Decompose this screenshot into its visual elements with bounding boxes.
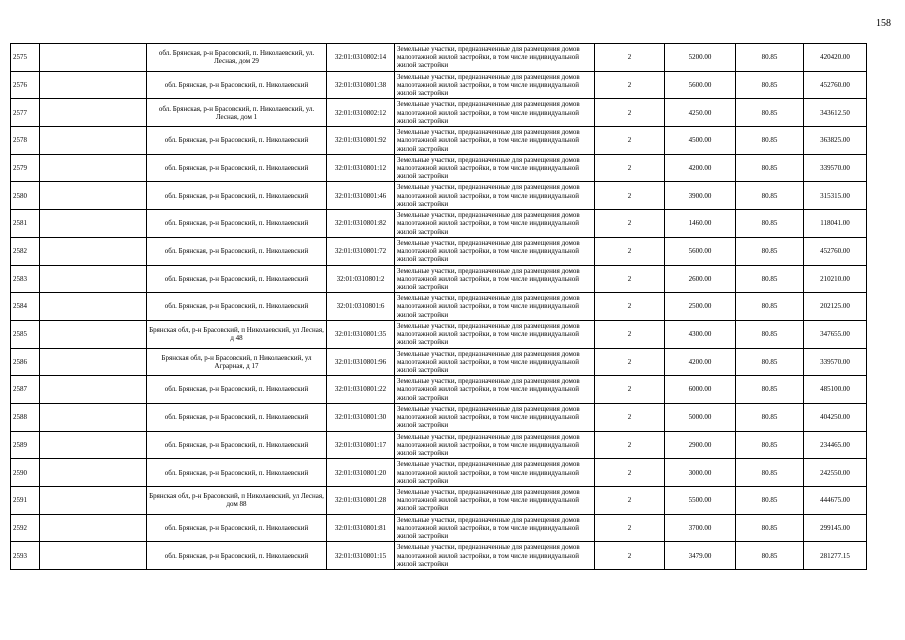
land-use-cell: Земельные участки, предназначенные для размещения домов малоэтажной жилой застройки, в том числе индивидуальной жилой застройки: [395, 154, 595, 182]
land-use-cell: Земельные участки, предназначенные для размещения домов малоэтажной жилой застройки, в том числе индивидуальной жилой застройки: [395, 348, 595, 376]
table-row: [11, 99, 867, 127]
area-cell: 5600.00: [665, 237, 736, 265]
land-use-cell: Земельные участки, предназначенные для размещения домов малоэтажной жилой застройки, в том числе индивидуальной жилой застройки: [395, 71, 595, 99]
cadastral-number-cell: 32:01:0310802:14: [327, 44, 395, 72]
row-number: 2585: [11, 320, 40, 348]
table-row: [11, 182, 867, 210]
cadastral-value-cell: 339570.00: [804, 154, 867, 182]
category-code-cell: 2: [595, 431, 665, 459]
rate-cell: 80.85: [736, 320, 804, 348]
rate-cell: 80.85: [736, 210, 804, 238]
land-use-cell: Земельные участки, предназначенные для размещения домов малоэтажной жилой застройки, в том числе индивидуальной жилой застройки: [395, 293, 595, 321]
area-cell: 5600.00: [665, 71, 736, 99]
cadastral-number-cell: 32:01:0310801:38: [327, 71, 395, 99]
empty-cell: [40, 182, 147, 210]
cadastral-value-cell: 299145.00: [804, 514, 867, 542]
address-cell: обл. Брянская, р-н Брасовский, п. Николаевский: [147, 237, 327, 265]
category-code-cell: 2: [595, 403, 665, 431]
land-use-cell: Земельные участки, предназначенные для размещения домов малоэтажной жилой застройки, в том числе индивидуальной жилой застройки: [395, 210, 595, 238]
row-number: 2593: [11, 542, 40, 570]
address-cell: обл. Брянская, р-н Брасовский, п. Николаевский: [147, 154, 327, 182]
cadastral-number-cell: 32:01:0310801:2: [327, 265, 395, 293]
cadastral-number-cell: 32:01:0310801:72: [327, 237, 395, 265]
address-cell: обл. Брянская, р-н Брасовский, п. Николаевский: [147, 403, 327, 431]
rate-cell: 80.85: [736, 99, 804, 127]
rate-cell: 80.85: [736, 542, 804, 570]
rate-cell: 80.85: [736, 431, 804, 459]
table-row: [11, 459, 867, 487]
empty-cell: [40, 237, 147, 265]
category-code-cell: 2: [595, 348, 665, 376]
land-use-cell: Земельные участки, предназначенные для размещения домов малоэтажной жилой застройки, в том числе индивидуальной жилой застройки: [395, 514, 595, 542]
category-code-cell: 2: [595, 265, 665, 293]
cadastral-value-cell: 343612.50: [804, 99, 867, 127]
cadastral-value-cell: 281277.15: [804, 542, 867, 570]
rate-cell: 80.85: [736, 71, 804, 99]
area-cell: 4250.00: [665, 99, 736, 127]
address-cell: обл. Брянская, р-н Брасовский, п. Николаевский: [147, 182, 327, 210]
cadastral-value-cell: 452760.00: [804, 71, 867, 99]
land-use-cell: Земельные участки, предназначенные для размещения домов малоэтажной жилой застройки, в том числе индивидуальной жилой застройки: [395, 320, 595, 348]
table-row: [11, 403, 867, 431]
empty-cell: [40, 154, 147, 182]
cadastral-number-cell: 32:01:0310801:81: [327, 514, 395, 542]
land-use-cell: Земельные участки, предназначенные для размещения домов малоэтажной жилой застройки, в том числе индивидуальной жилой застройки: [395, 44, 595, 72]
cadastral-number-cell: 32:01:0310801:46: [327, 182, 395, 210]
land-use-cell: Земельные участки, предназначенные для размещения домов малоэтажной жилой застройки, в том числе индивидуальной жилой застройки: [395, 182, 595, 210]
table-row: [11, 237, 867, 265]
area-cell: 4200.00: [665, 154, 736, 182]
address-cell: Брянская обл, р-н Брасовский, п Николаевский, ул Лесная, д 48: [147, 320, 327, 348]
address-cell: обл. Брянская, р-н Брасовский, п. Николаевский, ул. Лесная, дом 29: [147, 44, 327, 72]
row-number: 2584: [11, 293, 40, 321]
rate-cell: 80.85: [736, 182, 804, 210]
table-row: [11, 71, 867, 99]
area-cell: 5500.00: [665, 487, 736, 515]
row-number: 2582: [11, 237, 40, 265]
land-use-cell: Земельные участки, предназначенные для размещения домов малоэтажной жилой застройки, в том числе индивидуальной жилой застройки: [395, 487, 595, 515]
empty-cell: [40, 542, 147, 570]
cadastral-value-cell: 210210.00: [804, 265, 867, 293]
cadastral-value-cell: 234465.00: [804, 431, 867, 459]
address-cell: обл. Брянская, р-н Брасовский, п. Николаевский: [147, 542, 327, 570]
table-row: [11, 265, 867, 293]
rate-cell: 80.85: [736, 127, 804, 155]
rate-cell: 80.85: [736, 487, 804, 515]
cadastral-value-cell: 202125.00: [804, 293, 867, 321]
row-number: 2576: [11, 71, 40, 99]
empty-cell: [40, 265, 147, 293]
category-code-cell: 2: [595, 210, 665, 238]
category-code-cell: 2: [595, 127, 665, 155]
area-cell: 2500.00: [665, 293, 736, 321]
cadastral-number-cell: 32:01:0310801:82: [327, 210, 395, 238]
land-use-cell: Земельные участки, предназначенные для размещения домов малоэтажной жилой застройки, в том числе индивидуальной жилой застройки: [395, 127, 595, 155]
row-number: 2580: [11, 182, 40, 210]
table-row: [11, 431, 867, 459]
cadastral-number-cell: 32:01:0310801:12: [327, 154, 395, 182]
cadastral-value-cell: 339570.00: [804, 348, 867, 376]
address-cell: обл. Брянская, р-н Брасовский, п. Николаевский: [147, 293, 327, 321]
category-code-cell: 2: [595, 293, 665, 321]
empty-cell: [40, 487, 147, 515]
row-number: 2581: [11, 210, 40, 238]
table-row: [11, 542, 867, 570]
land-use-cell: Земельные участки, предназначенные для размещения домов малоэтажной жилой застройки, в том числе индивидуальной жилой застройки: [395, 237, 595, 265]
table-row: [11, 320, 867, 348]
table-row: [11, 348, 867, 376]
land-use-cell: Земельные участки, предназначенные для размещения домов малоэтажной жилой застройки, в том числе индивидуальной жилой застройки: [395, 459, 595, 487]
row-number: 2583: [11, 265, 40, 293]
address-cell: Брянская обл, р-н Брасовский, п Николаевский, ул Лесная, дом 88: [147, 487, 327, 515]
address-cell: обл. Брянская, р-н Брасовский, п. Николаевский: [147, 431, 327, 459]
area-cell: 4300.00: [665, 320, 736, 348]
land-use-cell: Земельные участки, предназначенные для размещения домов малоэтажной жилой застройки, в том числе индивидуальной жилой застройки: [395, 403, 595, 431]
row-number: 2575: [11, 44, 40, 72]
cadastral-value-cell: 404250.00: [804, 403, 867, 431]
cadastral-value-cell: 242550.00: [804, 459, 867, 487]
empty-cell: [40, 99, 147, 127]
empty-cell: [40, 71, 147, 99]
category-code-cell: 2: [595, 44, 665, 72]
empty-cell: [40, 293, 147, 321]
area-cell: 1460.00: [665, 210, 736, 238]
cadastral-value-cell: 420420.00: [804, 44, 867, 72]
area-cell: 3900.00: [665, 182, 736, 210]
address-cell: обл. Брянская, р-н Брасовский, п. Николаевский: [147, 71, 327, 99]
address-cell: обл. Брянская, р-н Брасовский, п. Николаевский: [147, 127, 327, 155]
cadastral-number-cell: 32:01:0310801:6: [327, 293, 395, 321]
cadastral-number-cell: 32:01:0310801:15: [327, 542, 395, 570]
cadastral-number-cell: 32:01:0310801:28: [327, 487, 395, 515]
table-row: [11, 293, 867, 321]
table-row: [11, 44, 867, 72]
land-use-cell: Земельные участки, предназначенные для размещения домов малоэтажной жилой застройки, в том числе индивидуальной жилой застройки: [395, 542, 595, 570]
area-cell: 5200.00: [665, 44, 736, 72]
category-code-cell: 2: [595, 459, 665, 487]
category-code-cell: 2: [595, 71, 665, 99]
category-code-cell: 2: [595, 514, 665, 542]
cadastral-value-cell: 118041.00: [804, 210, 867, 238]
category-code-cell: 2: [595, 99, 665, 127]
cadastral-number-cell: 32:01:0310802:12: [327, 99, 395, 127]
rate-cell: 80.85: [736, 265, 804, 293]
area-cell: 3700.00: [665, 514, 736, 542]
empty-cell: [40, 431, 147, 459]
row-number: 2586: [11, 348, 40, 376]
empty-cell: [40, 210, 147, 238]
table-row: [11, 154, 867, 182]
row-number: 2592: [11, 514, 40, 542]
land-plots-table: [10, 43, 867, 570]
area-cell: 4500.00: [665, 127, 736, 155]
category-code-cell: 2: [595, 154, 665, 182]
empty-cell: [40, 348, 147, 376]
land-use-cell: Земельные участки, предназначенные для размещения домов малоэтажной жилой застройки, в том числе индивидуальной жилой застройки: [395, 265, 595, 293]
address-cell: обл. Брянская, р-н Брасовский, п. Николаевский: [147, 265, 327, 293]
row-number: 2587: [11, 376, 40, 404]
rate-cell: 80.85: [736, 154, 804, 182]
cadastral-number-cell: 32:01:0310801:96: [327, 348, 395, 376]
page-number: 158: [876, 18, 891, 29]
category-code-cell: 2: [595, 237, 665, 265]
rate-cell: 80.85: [736, 459, 804, 487]
area-cell: 2900.00: [665, 431, 736, 459]
address-cell: обл. Брянская, р-н Брасовский, п. Николаевский: [147, 514, 327, 542]
rate-cell: 80.85: [736, 403, 804, 431]
row-number: 2589: [11, 431, 40, 459]
row-number: 2578: [11, 127, 40, 155]
area-cell: 4200.00: [665, 348, 736, 376]
area-cell: 3479.00: [665, 542, 736, 570]
table-row: [11, 376, 867, 404]
cadastral-value-cell: 444675.00: [804, 487, 867, 515]
table-row: [11, 210, 867, 238]
row-number: 2579: [11, 154, 40, 182]
cadastral-value-cell: 363825.00: [804, 127, 867, 155]
address-cell: обл. Брянская, р-н Брасовский, п. Николаевский: [147, 376, 327, 404]
area-cell: 5000.00: [665, 403, 736, 431]
row-number: 2591: [11, 487, 40, 515]
rate-cell: 80.85: [736, 293, 804, 321]
table-body: [11, 44, 867, 570]
cadastral-number-cell: 32:01:0310801:92: [327, 127, 395, 155]
row-number: 2588: [11, 403, 40, 431]
cadastral-number-cell: 32:01:0310801:35: [327, 320, 395, 348]
rate-cell: 80.85: [736, 44, 804, 72]
area-cell: 6000.00: [665, 376, 736, 404]
rate-cell: 80.85: [736, 348, 804, 376]
address-cell: обл. Брянская, р-н Брасовский, п. Николаевский: [147, 459, 327, 487]
table-row: [11, 127, 867, 155]
address-cell: обл. Брянская, р-н Брасовский, п. Николаевский, ул. Лесная, дом 1: [147, 99, 327, 127]
cadastral-number-cell: 32:01:0310801:22: [327, 376, 395, 404]
area-cell: 2600.00: [665, 265, 736, 293]
category-code-cell: 2: [595, 542, 665, 570]
empty-cell: [40, 514, 147, 542]
address-cell: обл. Брянская, р-н Брасовский, п. Николаевский: [147, 210, 327, 238]
empty-cell: [40, 127, 147, 155]
address-cell: Брянская обл, р-н Брасовский, п Николаевский, ул Аграрная, д 17: [147, 348, 327, 376]
row-number: 2590: [11, 459, 40, 487]
category-code-cell: 2: [595, 487, 665, 515]
land-use-cell: Земельные участки, предназначенные для размещения домов малоэтажной жилой застройки, в том числе индивидуальной жилой застройки: [395, 99, 595, 127]
cadastral-number-cell: 32:01:0310801:17: [327, 431, 395, 459]
empty-cell: [40, 403, 147, 431]
category-code-cell: 2: [595, 320, 665, 348]
rate-cell: 80.85: [736, 514, 804, 542]
cadastral-value-cell: 347655.00: [804, 320, 867, 348]
cadastral-number-cell: 32:01:0310801:20: [327, 459, 395, 487]
empty-cell: [40, 376, 147, 404]
rate-cell: 80.85: [736, 237, 804, 265]
area-cell: 3000.00: [665, 459, 736, 487]
cadastral-value-cell: 452760.00: [804, 237, 867, 265]
empty-cell: [40, 44, 147, 72]
cadastral-value-cell: 315315.00: [804, 182, 867, 210]
category-code-cell: 2: [595, 182, 665, 210]
cadastral-number-cell: 32:01:0310801:30: [327, 403, 395, 431]
row-number: 2577: [11, 99, 40, 127]
cadastral-value-cell: 485100.00: [804, 376, 867, 404]
empty-cell: [40, 320, 147, 348]
table-row: [11, 487, 867, 515]
land-use-cell: Земельные участки, предназначенные для размещения домов малоэтажной жилой застройки, в том числе индивидуальной жилой застройки: [395, 431, 595, 459]
land-use-cell: Земельные участки, предназначенные для размещения домов малоэтажной жилой застройки, в том числе индивидуальной жилой застройки: [395, 376, 595, 404]
rate-cell: 80.85: [736, 376, 804, 404]
table-row: [11, 514, 867, 542]
category-code-cell: 2: [595, 376, 665, 404]
empty-cell: [40, 459, 147, 487]
